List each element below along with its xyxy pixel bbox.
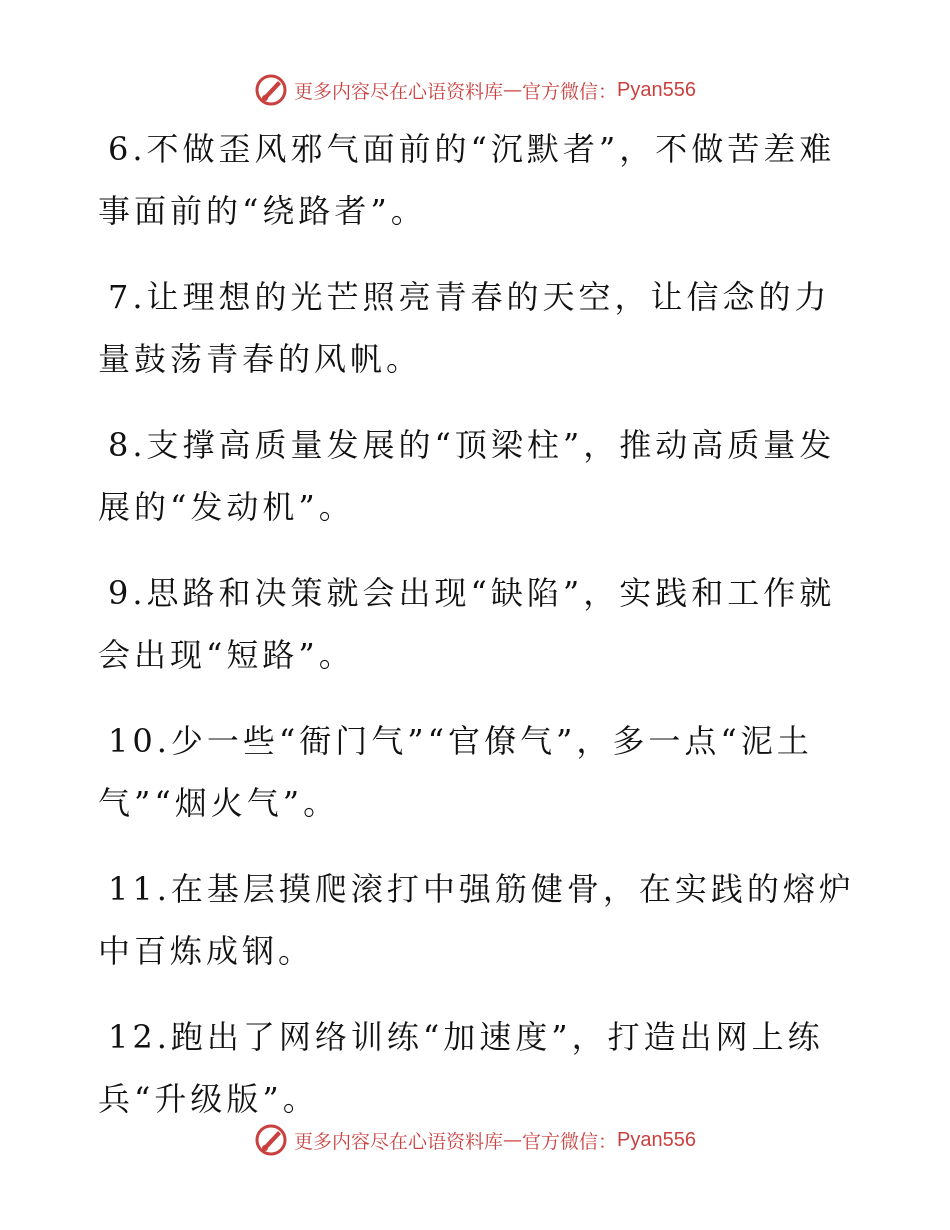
brush-seal-icon xyxy=(254,73,288,107)
brush-seal-icon xyxy=(254,1123,288,1157)
watermark-wechat-label: 官方微信： xyxy=(522,1130,618,1153)
document-body xyxy=(98,118,858,1154)
header-watermark xyxy=(0,70,950,110)
list-item: 11.在基层摸爬滚打中强筋健骨，在实践的熔炉中百炼成钢。 xyxy=(98,870,855,970)
list-item: 10.少一些“衙门气”“官僚气”，多一点“泥土气”“烟火气”。 xyxy=(98,722,813,822)
list-item: 8.支撑高质量发展的“顶梁柱”，推动高质量发展的“发动机”。 xyxy=(98,426,836,526)
footer-watermark xyxy=(0,1120,950,1160)
list-item: 12.跑出了网络训练“加速度”，打造出网上练兵“升级版”。 xyxy=(98,1018,824,1118)
list-item: 7.让理想的光芒照亮青春的天空，让信念的力量鼓荡青春的风帆。 xyxy=(98,278,831,378)
watermark-wechat-id: Pyan556 xyxy=(617,78,696,101)
list-item: 9.思路和决策就会出现“缺陷”，实践和工作就会出现“短路”。 xyxy=(98,574,836,674)
watermark-wechat-id: Pyan556 xyxy=(617,1128,696,1151)
watermark-wechat-label: 官方微信： xyxy=(522,80,618,103)
list-item: 6.不做歪风邪气面前的“沉默者”，不做苦差难事面前的“绕路者”。 xyxy=(98,130,836,230)
watermark-text: 更多内容尽在心语资料库 xyxy=(294,1130,504,1153)
watermark-dash: — xyxy=(503,79,523,101)
watermark-dash: — xyxy=(503,1129,523,1151)
watermark-text: 更多内容尽在心语资料库 xyxy=(294,80,504,103)
